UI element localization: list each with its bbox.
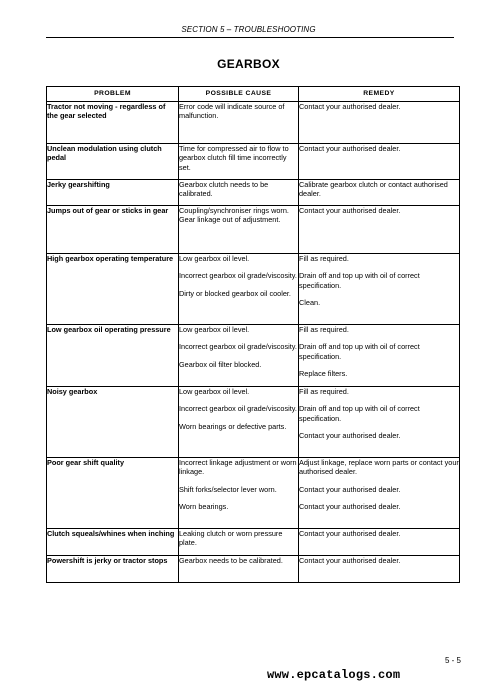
- remedy-entry: Contact your authorised dealer.: [299, 529, 401, 538]
- problem-cell: Powershift is jerky or tractor stops: [47, 556, 179, 583]
- cause-entry: Shift forks/selector lever worn.: [179, 484, 277, 494]
- remedy-cell: [299, 325, 460, 387]
- watermark-link[interactable]: www.epcatalogs.com: [267, 668, 401, 682]
- page-title: GEARBOX: [217, 57, 280, 71]
- cause-entry: Time for compressed air to flow to gearbox clutch fill time incorrectly set.: [179, 144, 289, 172]
- cause-entry: Gearbox clutch needs to be calibrated.: [179, 180, 269, 199]
- table-row: [47, 325, 460, 387]
- page-number: 5 - 5: [444, 656, 461, 665]
- problem-cell: Poor gear shift quality: [47, 458, 179, 529]
- problem-cell: Jerky gearshifting: [47, 180, 179, 206]
- cause-entry: Leaking clutch or worn pressure plate.: [179, 529, 283, 548]
- remedy-cell: [299, 387, 460, 458]
- table-row: [47, 180, 460, 206]
- cause-entry: Gearbox needs to be calibrated.: [179, 556, 283, 565]
- cause-entry: Worn bearings.: [179, 502, 229, 512]
- problem-cell: High gearbox operating temperature: [47, 254, 179, 325]
- table-row: [47, 144, 460, 180]
- remedy-entry: Drain off and top up with oil of correct specification.: [299, 342, 420, 361]
- cause-entry: Worn bearings or defective parts.: [179, 421, 287, 431]
- cause-entry: Incorrect linkage adjustment or worn linkage.: [179, 458, 297, 477]
- cause-entry: Low gearbox oil level.: [179, 254, 250, 263]
- problem-cell: Jumps out of gear or sticks in gear: [47, 206, 179, 254]
- remedy-entry: Contact your authorised dealer.: [299, 502, 401, 512]
- cause-entry: Dirty or blocked gearbox oil cooler.: [179, 288, 291, 298]
- remedy-cell: [299, 102, 460, 144]
- troubleshooting-table: [46, 86, 460, 583]
- problem-cell: Low gearbox oil operating pressure: [47, 325, 179, 387]
- table-header-row: [47, 87, 460, 102]
- remedy-entry: Replace filters.: [299, 369, 348, 379]
- cause-entry: Incorrect gearbox oil grade/viscosity.: [179, 271, 297, 281]
- remedy-entry: Contact your authorised dealer.: [299, 206, 401, 215]
- column-header-problem: PROBLEM: [47, 87, 179, 102]
- cause-cell: [179, 254, 299, 325]
- remedy-entry: Adjust linkage, replace worn parts or contact your authorised dealer.: [299, 458, 459, 477]
- cause-entry: Error code will indicate source of malfunction.: [179, 102, 285, 121]
- remedy-entry: Contact your authorised dealer.: [299, 484, 401, 494]
- problem-cell: Unclean modulation using clutch pedal: [47, 144, 179, 180]
- cause-entry: Low gearbox oil level.: [179, 325, 250, 334]
- remedy-entry: Contact your authorised dealer.: [299, 144, 401, 153]
- table-row: [47, 556, 460, 583]
- cause-entry: Low gearbox oil level.: [179, 387, 250, 396]
- problem-cell: Tractor not moving - regardless of the gear selected: [47, 102, 179, 144]
- remedy-cell: [299, 556, 460, 583]
- remedy-entry: Calibrate gearbox clutch or contact authorised dealer.: [299, 180, 448, 199]
- section-header: SECTION 5 – TROUBLESHOOTING: [181, 25, 316, 34]
- remedy-entry: Contact your authorised dealer.: [299, 102, 401, 111]
- remedy-entry: Drain off and top up with oil of correct specification.: [299, 404, 420, 423]
- cause-entry: Gearbox oil filter blocked.: [179, 359, 262, 369]
- cause-cell: [179, 387, 299, 458]
- remedy-entry: Drain off and top up with oil of correct specification.: [299, 271, 420, 290]
- cause-cell: [179, 556, 299, 583]
- table-row: [47, 102, 460, 144]
- cause-entry: Incorrect gearbox oil grade/viscosity.: [179, 342, 297, 352]
- table-body: [47, 102, 460, 583]
- problem-cell: Clutch squeals/whines when inching: [47, 529, 179, 556]
- cause-entry: Coupling/synchroniser rings worn. Gear linkage out of adjustment.: [179, 206, 289, 225]
- table-row: [47, 458, 460, 529]
- cause-cell: [179, 529, 299, 556]
- remedy-entry: Clean.: [299, 298, 321, 308]
- table-row: [47, 206, 460, 254]
- cause-cell: [179, 102, 299, 144]
- cause-cell: [179, 180, 299, 206]
- cause-entry: Incorrect gearbox oil grade/viscosity.: [179, 404, 297, 414]
- column-header-remedy: REMEDY: [299, 87, 460, 102]
- remedy-cell: [299, 180, 460, 206]
- remedy-cell: [299, 458, 460, 529]
- remedy-cell: [299, 529, 460, 556]
- cause-cell: [179, 458, 299, 529]
- remedy-cell: [299, 254, 460, 325]
- remedy-entry: Contact your authorised dealer.: [299, 556, 401, 565]
- remedy-entry: Contact your authorised dealer.: [299, 431, 401, 441]
- remedy-entry: Fill as required.: [299, 387, 349, 396]
- cause-cell: [179, 144, 299, 180]
- remedy-entry: Fill as required.: [299, 325, 349, 334]
- remedy-entry: Fill as required.: [299, 254, 349, 263]
- column-header-cause: POSSIBLE CAUSE: [179, 87, 299, 102]
- table-row: [47, 529, 460, 556]
- remedy-cell: [299, 144, 460, 180]
- remedy-cell: [299, 206, 460, 254]
- problem-cell: Noisy gearbox: [47, 387, 179, 458]
- cause-cell: [179, 325, 299, 387]
- table-row: [47, 254, 460, 325]
- header-rule: [46, 37, 454, 38]
- table-row: [47, 387, 460, 458]
- cause-cell: [179, 206, 299, 254]
